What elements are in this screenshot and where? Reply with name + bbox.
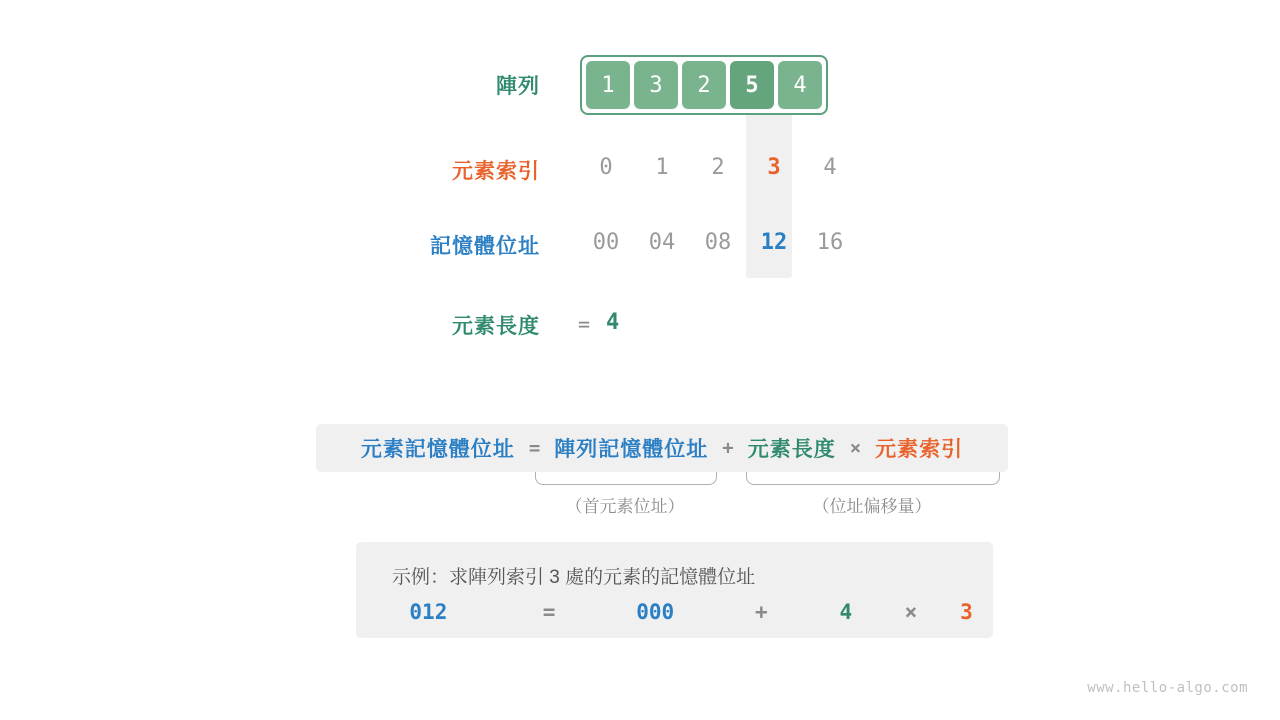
example-plus: + [755,600,768,624]
index-value: 4 [823,155,837,180]
formula-target: 元素記憶體位址 [360,438,515,461]
array-row-label: 陣列 [496,75,540,98]
example-equation [356,600,993,624]
index-value: 2 [711,155,725,180]
index-value: 0 [599,155,613,180]
address-row-values [580,230,856,255]
address-value: 08 [704,230,732,255]
array-cell[interactable]: 3 [634,61,678,109]
formula-element-length: 元素長度 [747,438,836,461]
array-container [580,55,828,115]
array-cell[interactable]: 4 [778,61,822,109]
formula-equals: = [528,437,541,459]
formula-plus: + [722,437,734,459]
brace-first-element-address [535,472,717,485]
index-row-label: 元素索引 [452,160,540,183]
example-equals: = [542,600,556,624]
example-element-index: 3 [960,600,973,624]
formula-times: × [849,437,862,459]
array-cell-selected[interactable]: 5 [730,61,774,109]
array-cell[interactable]: 1 [586,61,630,109]
formula-base-address: 陣列記憶體位址 [554,438,709,461]
element-length-value: 4 [606,310,620,335]
address-value: 00 [592,230,620,255]
formula-bar [316,424,1008,472]
example-base-address: 000 [636,600,675,624]
example-times: × [904,600,918,624]
address-row-label: 記憶體位址 [430,235,540,258]
element-length-equals: = [578,312,591,336]
caption-address-offset: （位址偏移量） [812,497,932,516]
address-value: 16 [816,230,844,255]
address-value-highlighted: 12 [760,230,788,255]
index-value: 1 [655,155,669,180]
example-title: 示例：求陣列索引 3 處的元素的記憶體位址 [392,567,756,588]
element-length-label: 元素長度 [452,315,540,338]
formula-element-index: 元素索引 [875,438,964,461]
brace-address-offset [746,472,1000,485]
index-value-highlighted: 3 [767,155,781,180]
address-value: 04 [648,230,676,255]
caption-first-element-address: （首元素位址） [565,497,685,516]
example-result: 012 [409,600,448,624]
array-cell[interactable]: 2 [682,61,726,109]
index-row-values [580,155,856,180]
watermark: www.hello-algo.com [1087,680,1248,696]
example-element-length: 4 [839,600,853,624]
